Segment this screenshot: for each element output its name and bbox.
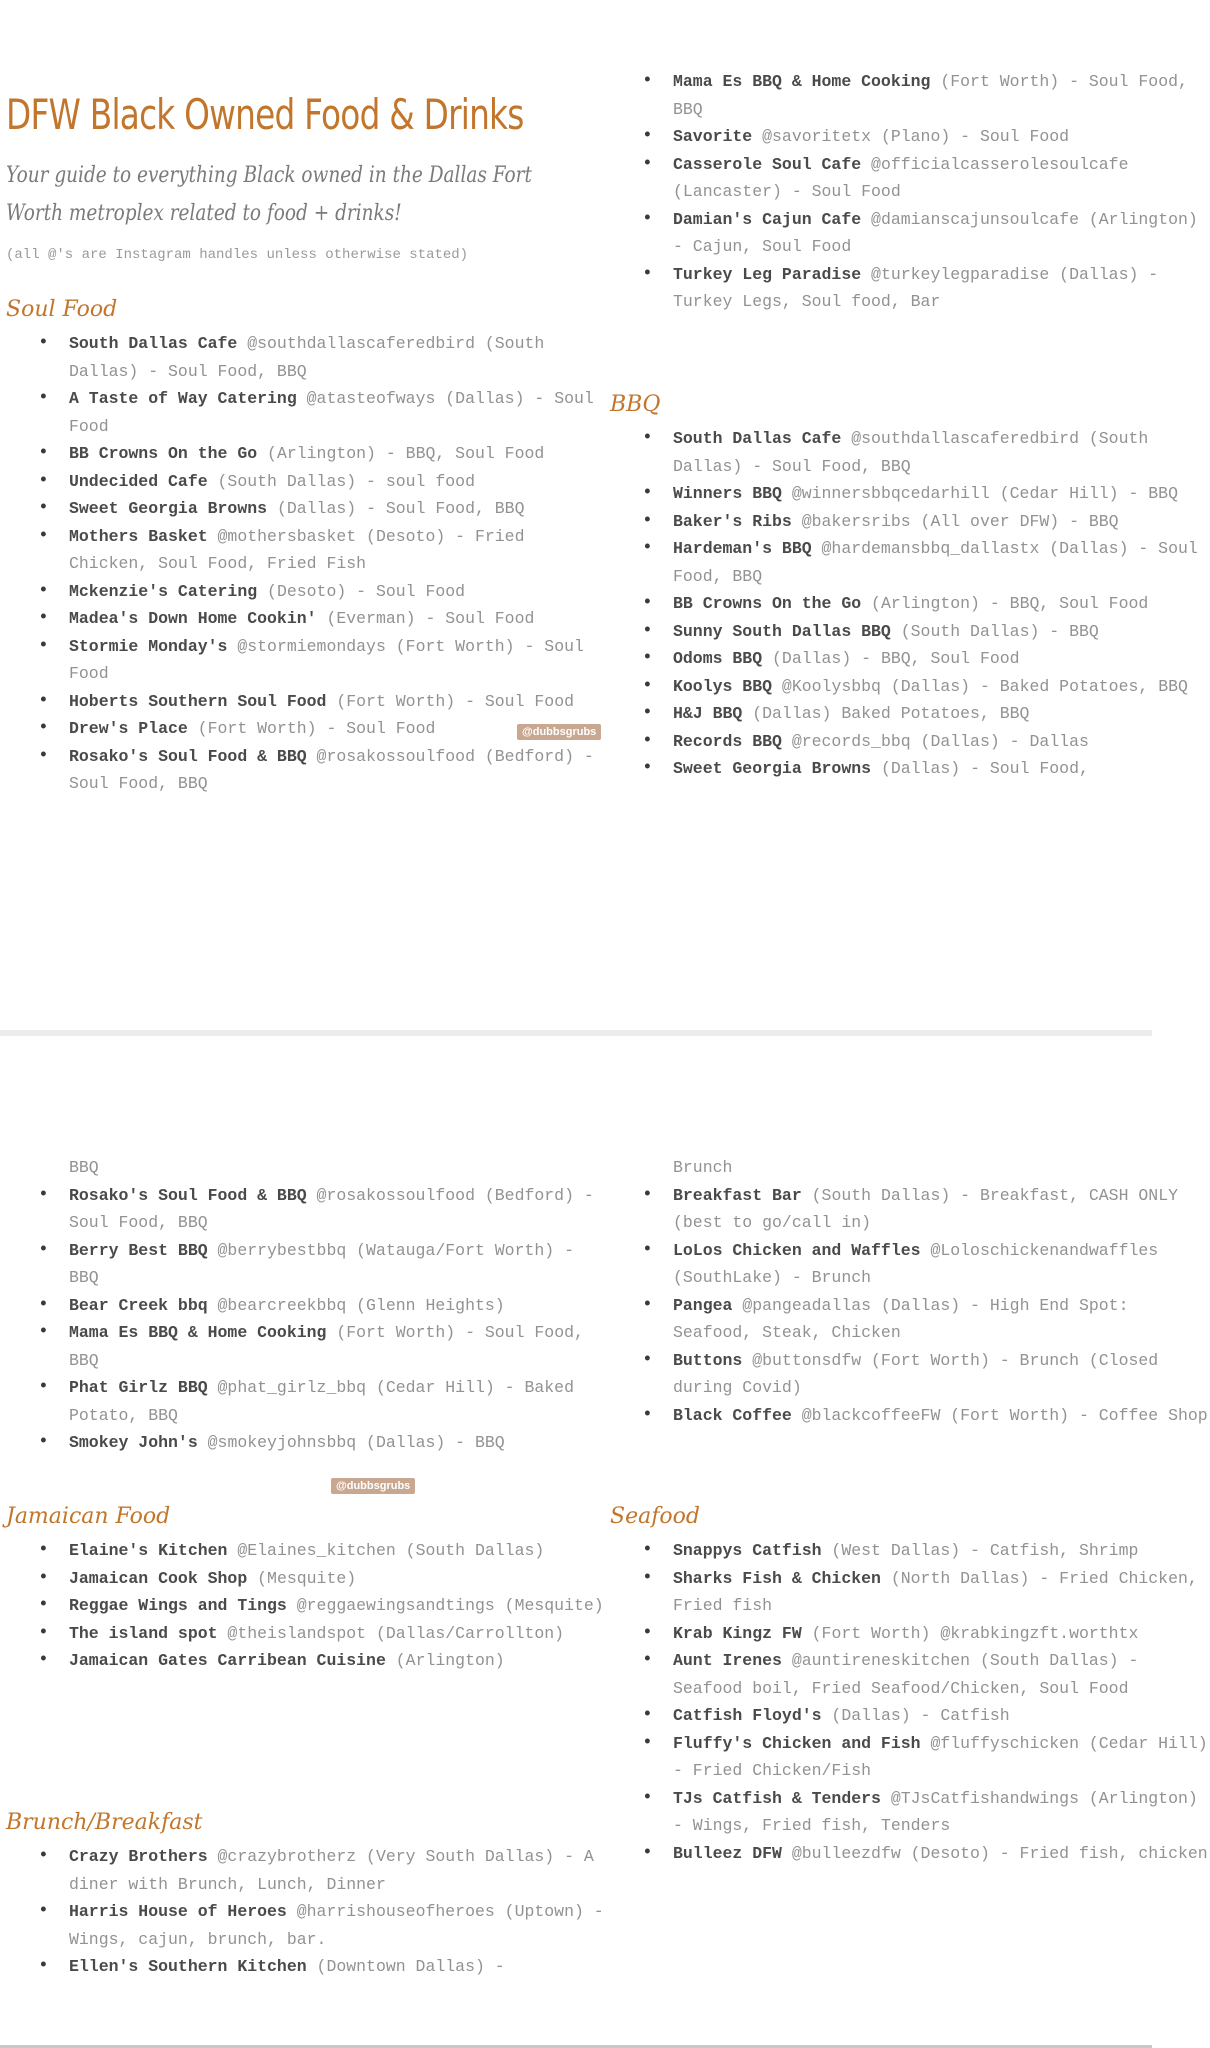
business-name: Fluffy's Chicken and Fish — [673, 1733, 921, 1753]
business-detail: (West Dallas) - Catfish, Shrimp — [821, 1541, 1139, 1560]
business-name: Madea's Down Home Cookin' — [69, 609, 317, 628]
list-item — [6, 578, 606, 606]
business-name: TJs Catfish & Tenders — [673, 1788, 881, 1808]
list-item — [6, 605, 606, 633]
list-item — [6, 330, 606, 385]
business-name: Mama Es BBQ & Home Cooking — [69, 1323, 327, 1342]
list-item — [6, 1429, 606, 1457]
business-name: South Dallas Cafe — [673, 429, 842, 448]
list-item — [6, 1953, 606, 1981]
business-detail: @phat_girlz_bbq (Cedar Hill) - Baked Potato, BBQ — [69, 1378, 574, 1425]
business-name: Jamaican Gates Carribean Cuisine — [69, 1651, 386, 1670]
business-name: Harris House of Heroes — [69, 1902, 287, 1921]
business-detail: @bakersribs (All over DFW) - BBQ — [791, 511, 1119, 531]
list-item — [6, 1292, 606, 1320]
business-name: Sharks Fish & Chicken — [673, 1568, 881, 1588]
list-item — [6, 1319, 606, 1374]
business-detail: @berrybestbbq (Watauga/Fort Worth) - BBQ — [69, 1240, 574, 1287]
business-detail: (Fort Worth) - Soul Food — [326, 691, 574, 711]
top-panel — [0, 0, 1198, 1030]
business-detail: (Dallas) - Soul Food, BBQ — [267, 499, 525, 518]
business-name: Odoms BBQ — [673, 649, 763, 668]
list-item — [610, 1182, 1210, 1237]
business-detail: @theislandspot (Dallas/Carrollton) — [217, 1623, 565, 1643]
business-detail: (Dallas) Baked Potatoes, BBQ — [742, 704, 1030, 723]
list-item — [6, 1565, 606, 1593]
business-detail: (Fort Worth) - Soul Food, BBQ — [673, 72, 1188, 119]
business-detail: @officialcasserolesoulcafe (Lancaster) - Soul Food — [673, 154, 1129, 201]
business-detail: (Dallas) - Soul Food, — [871, 759, 1089, 778]
list-item — [610, 151, 1210, 206]
list-item — [6, 715, 606, 743]
business-detail: (Downtown Dallas) - — [306, 1957, 505, 1976]
watermark-badge: @dubbsgrubs — [517, 724, 601, 740]
business-detail: (Arlington) - BBQ, Soul Food — [257, 444, 545, 463]
list-item — [610, 1537, 1210, 1565]
handles-note: (all @'s are Instagram handles unless otherwise stated) — [6, 247, 469, 263]
business-detail: @turkeylegparadise (Dallas) - Turkey Legs, Soul food, Bar — [673, 264, 1159, 311]
business-name: Bear Creek bbq — [69, 1295, 208, 1315]
business-detail: @harrishouseofheroes (Uptown) - Wings, cajun, brunch, bar. — [69, 1902, 604, 1949]
bottom-panel — [0, 1036, 1208, 2048]
business-name: Casserole Soul Cafe — [673, 154, 862, 174]
business-name: BB Crowns On the Go — [673, 594, 862, 613]
business-name: Crazy Brothers — [69, 1847, 208, 1866]
business-name: Hoberts Southern Soul Food — [69, 691, 327, 711]
business-detail: (Dallas) - BBQ, Soul Food — [762, 649, 1020, 668]
business-name: Mckenzie's Catering — [69, 581, 258, 601]
business-detail: (Fort Worth) @krabkingzft.worthtx — [801, 1623, 1139, 1643]
list-item — [610, 618, 1210, 646]
business-detail: (North Dallas) - Fried Chicken, Fried fish — [673, 1568, 1198, 1615]
business-detail: @blackcoffeeFW (Fort Worth) - Coffee Shop — [791, 1405, 1208, 1425]
bbq-continued-text: BBQ — [69, 1158, 99, 1177]
business-name: Koolys BBQ — [673, 676, 773, 696]
list-item — [610, 425, 1210, 480]
business-name: Drew's Place — [69, 719, 188, 738]
business-detail: @bulleezdfw (Desoto) - Fried fish, chicken — [781, 1843, 1208, 1863]
seafood-list — [610, 1537, 1210, 1867]
list-item — [610, 508, 1210, 536]
business-name: Stormie Monday's — [69, 636, 228, 656]
list-item — [610, 1292, 1210, 1347]
list-item — [610, 261, 1210, 316]
business-name: Undecided Cafe — [69, 471, 208, 491]
list-item — [6, 495, 606, 523]
business-detail: (South Dallas) - Breakfast, CASH ONLY (best to go/call in) — [673, 1185, 1178, 1232]
business-detail: (Dallas) - Catfish — [821, 1706, 1010, 1725]
list-item — [610, 700, 1210, 728]
page-subtitle: Your guide to everything Black owned in the Dallas Fort Worth metroplex related to food + drinks! — [6, 163, 532, 226]
bbq-continued-section — [6, 1154, 606, 1457]
business-name: Breakfast Bar — [673, 1185, 802, 1205]
business-detail: @Loloschickenandwaffles (SouthLake) - Brunch — [673, 1240, 1159, 1287]
section-heading-seafood: Seafood — [610, 1504, 700, 1529]
business-name: Phat Girlz BBQ — [69, 1378, 208, 1397]
soul-food-list — [6, 330, 606, 798]
bbq-list-continued — [6, 1182, 606, 1457]
business-detail: @mothersbasket (Desoto) - Fried Chicken, Soul Food, Fried Fish — [69, 526, 525, 573]
section-heading-brunch: Brunch/Breakfast — [6, 1810, 203, 1835]
jamaican-list — [6, 1537, 606, 1675]
business-name: Jamaican Cook Shop — [69, 1568, 248, 1588]
business-name: Winners BBQ — [673, 484, 782, 503]
top-left-column — [6, 90, 606, 263]
business-name: A Taste of Way Catering — [69, 389, 297, 408]
business-name: Turkey Leg Paradise — [673, 264, 862, 284]
business-name: South Dallas Cafe — [69, 334, 238, 353]
brunch-continued-text: Brunch — [673, 1158, 733, 1177]
business-name: Ellen's Southern Kitchen — [69, 1957, 307, 1976]
business-name: Smokey John's — [69, 1433, 198, 1452]
list-item — [6, 633, 606, 688]
business-detail: @southdallascaferedbird (South Dallas) - Soul Food, BBQ — [673, 429, 1149, 476]
list-item — [6, 1592, 606, 1620]
bbq-list — [610, 425, 1210, 783]
business-name: Aunt Irenes — [673, 1651, 782, 1670]
business-detail: (Fort Worth) - Soul Food, BBQ — [69, 1323, 584, 1370]
list-item — [610, 590, 1210, 618]
business-name: Snappys Catfish — [673, 1541, 822, 1560]
business-name: Sweet Georgia Browns — [673, 759, 872, 778]
business-name: Black Coffee — [673, 1405, 792, 1425]
bbq-section — [610, 392, 1210, 783]
business-detail: @rosakossoulfood (Bedford) - Soul Food, BBQ — [69, 1185, 594, 1232]
list-item — [6, 468, 606, 496]
list-item — [610, 123, 1210, 151]
business-detail: @southdallascaferedbird (South Dallas) - Soul Food, BBQ — [69, 334, 545, 381]
list-item — [6, 743, 606, 798]
brunch-section — [6, 1810, 606, 1981]
business-name: Mama Es BBQ & Home Cooking — [673, 72, 931, 91]
list-item — [6, 1537, 606, 1565]
business-name: Rosako's Soul Food & BBQ — [69, 1185, 307, 1205]
list-item — [6, 1620, 606, 1648]
list-item — [6, 1182, 606, 1237]
business-detail: @bearcreekbbq (Glenn Heights) — [207, 1295, 505, 1315]
list-item — [610, 206, 1210, 261]
list-item — [6, 385, 606, 440]
business-name: Catfish Floyd's — [673, 1706, 822, 1725]
soul-food-section — [6, 297, 606, 798]
list-item — [610, 728, 1210, 756]
list-item — [610, 480, 1210, 508]
business-name: Baker's Ribs — [673, 511, 792, 531]
business-detail: @records_bbq (Dallas) - Dallas — [781, 731, 1089, 751]
business-name: The island spot — [69, 1623, 218, 1643]
business-name: Bulleez DFW — [673, 1843, 782, 1863]
business-name: Rosako's Soul Food & BBQ — [69, 746, 307, 766]
seafood-section — [610, 1504, 1210, 1867]
brunch-continued-section — [610, 1154, 1210, 1429]
list-item — [610, 68, 1210, 123]
list-item — [610, 1785, 1210, 1840]
list-item — [6, 1647, 606, 1675]
list-item — [610, 1347, 1210, 1402]
business-detail: (Fort Worth) - Soul Food — [187, 719, 436, 738]
brunch-list — [6, 1843, 606, 1981]
business-detail: @Elaines_kitchen (South Dallas) — [227, 1541, 545, 1560]
list-item — [6, 523, 606, 578]
business-detail: @stormiemondays (Fort Worth) - Soul Food — [69, 636, 584, 683]
business-detail: @TJsCatfishandwings (Arlington) - Wings, Fried fish, Tenders — [673, 1788, 1198, 1835]
business-name: Records BBQ — [673, 731, 782, 751]
business-detail: @auntireneskitchen (South Dallas) - Seafood boil, Fried Seafood/Chicken, Soul Food — [673, 1651, 1139, 1698]
business-name: Elaine's Kitchen — [69, 1541, 228, 1560]
business-detail: (South Dallas) - soul food — [207, 471, 475, 491]
business-detail: @damianscajunsoulcafe (Arlington) - Cajun, Soul Food — [673, 209, 1198, 256]
business-name: Damian's Cajun Cafe — [673, 209, 862, 229]
list-item — [6, 1374, 606, 1429]
business-detail: @buttonsdfw (Fort Worth) - Brunch (Closed during Covid) — [673, 1350, 1159, 1397]
list-item — [610, 1402, 1210, 1430]
business-detail: (Desoto) - Soul Food — [257, 581, 466, 601]
business-detail: @Koolysbbq (Dallas) - Baked Potatoes, BBQ — [772, 676, 1188, 696]
business-name: Savorite — [673, 127, 753, 146]
soul-food-continued-section — [610, 68, 1210, 316]
brunch-list-continued — [610, 1182, 1210, 1430]
business-name: Sunny South Dallas BBQ — [673, 621, 891, 641]
business-detail: @winnersbbqcedarhill (Cedar Hill) - BBQ — [781, 484, 1178, 503]
watermark-badge-2: @dubbsgrubs — [331, 1478, 415, 1494]
business-detail: @savoritetx (Plano) - Soul Food — [752, 127, 1070, 146]
list-item — [610, 755, 1210, 783]
list-item — [6, 688, 606, 716]
business-name: Buttons — [673, 1350, 743, 1370]
business-name: Reggae Wings and Tings — [69, 1596, 287, 1615]
business-detail: @rosakossoulfood (Bedford) - Soul Food, BBQ — [69, 746, 594, 793]
section-heading-soul-food: Soul Food — [6, 297, 118, 322]
business-detail: @crazybrotherz (Very South Dallas) - A diner with Brunch, Lunch, Dinner — [69, 1847, 594, 1894]
list-item — [6, 440, 606, 468]
business-detail: (Arlington) - BBQ, Soul Food — [861, 594, 1149, 613]
list-item — [610, 1840, 1210, 1868]
section-heading-jamaican: Jamaican Food — [6, 1504, 171, 1529]
list-item — [610, 1647, 1210, 1702]
list-item — [610, 1620, 1210, 1648]
business-detail: (Arlington) — [385, 1651, 505, 1670]
business-detail: (Mesquite) — [247, 1568, 357, 1588]
business-detail: @pangeadallas (Dallas) - High End Spot: Seafood, Steak, Chicken — [673, 1295, 1129, 1342]
list-item — [6, 1843, 606, 1898]
business-detail: @smokeyjohnsbbq (Dallas) - BBQ — [197, 1433, 505, 1452]
business-name: Hardeman's BBQ — [673, 539, 812, 558]
list-item — [6, 1237, 606, 1292]
list-item — [610, 673, 1210, 701]
list-item — [6, 1898, 606, 1953]
business-detail: (South Dallas) - BBQ — [890, 621, 1099, 641]
business-detail: @hardemansbbq_dallastx (Dallas) - Soul Food, BBQ — [673, 539, 1198, 586]
soul-food-list-continued — [610, 68, 1210, 316]
list-item — [610, 1565, 1210, 1620]
business-name: Pangea — [673, 1295, 733, 1315]
list-item — [610, 535, 1210, 590]
list-item — [610, 645, 1210, 673]
business-name: Mothers Basket — [69, 526, 208, 546]
list-item — [610, 1237, 1210, 1292]
section-heading-bbq: BBQ — [610, 392, 661, 417]
jamaican-section — [6, 1504, 606, 1675]
business-name: Berry Best BBQ — [69, 1240, 208, 1260]
business-name: H&J BBQ — [673, 704, 743, 723]
business-detail: @fluffyschicken (Cedar Hill) - Fried Chicken/Fish — [673, 1733, 1208, 1780]
business-name: LoLos Chicken and Waffles — [673, 1240, 921, 1260]
business-name: Sweet Georgia Browns — [69, 499, 268, 518]
business-name: Krab Kingz FW — [673, 1623, 802, 1643]
business-detail: @atasteofways (Dallas) - Soul Food — [69, 389, 594, 436]
list-item — [610, 1730, 1210, 1785]
page-title: DFW Black Owned Food & Drinks — [6, 90, 524, 139]
business-detail: (Everman) - Soul Food — [316, 609, 535, 628]
business-detail: @reggaewingsandtings (Mesquite) — [286, 1596, 604, 1615]
business-name: BB Crowns On the Go — [69, 444, 258, 463]
list-item — [610, 1702, 1210, 1730]
